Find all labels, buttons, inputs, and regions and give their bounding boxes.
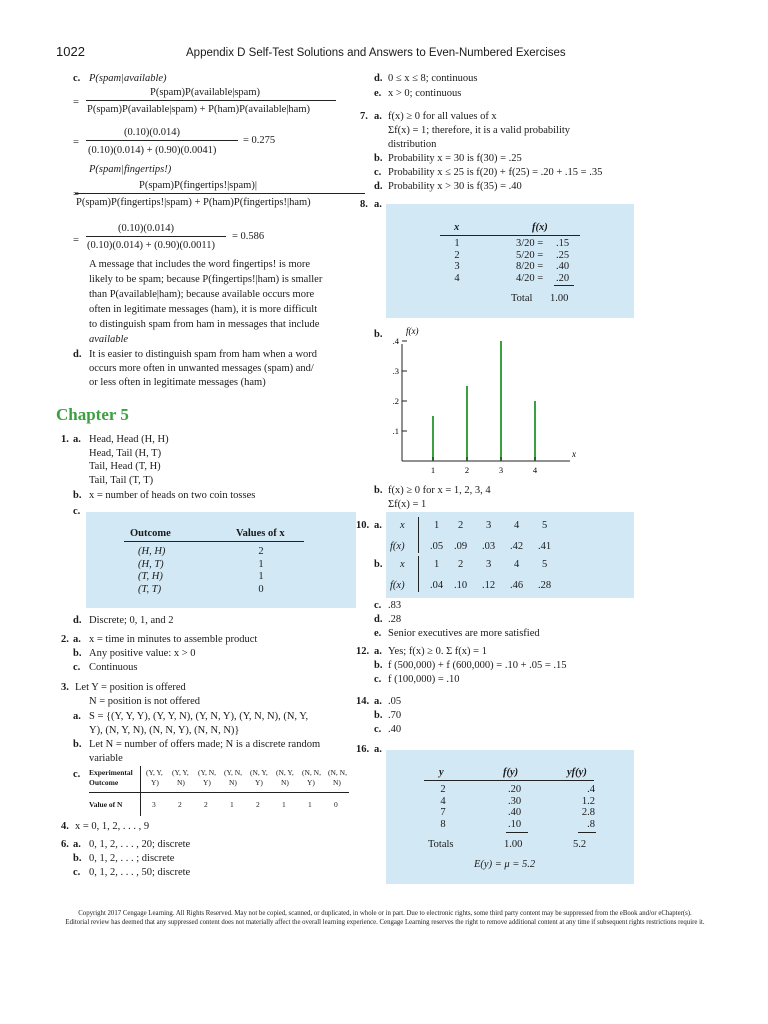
offers-table [89,766,359,816]
table-cell: 1.2 [581,795,595,807]
label-a: a. [374,744,382,755]
answer-text: Let Y = position is offered [75,682,186,693]
chapter-heading: Chapter 5 [56,405,129,424]
answer-text: 0, 1, 2, . . . , 20; discrete [89,839,191,850]
table-cell: (T, T) [138,583,162,595]
answer-text: f (100,000) = .10 [388,674,460,685]
label-a: a. [374,646,382,657]
table-cell: Y) [151,778,159,787]
table-column-fy [508,784,521,830]
table-cell: (Y, N, [198,768,216,777]
label-d: d. [374,73,383,84]
label-c: b. [374,485,383,496]
table-column-outcomes [138,546,165,596]
answer-text: Σf(x) = 1 [388,499,427,510]
text-line: occurs more often in unwanted messages (spam) and/ [89,363,314,374]
fraction-bar [86,236,226,237]
table-cell: 2 [454,249,460,261]
table-cell: .46 [510,580,524,591]
answer-text: x > 0; continuous [388,88,462,99]
table-column-y [436,784,450,830]
question-number: 16. [356,744,370,755]
question-number: 8. [360,199,368,210]
table-rule [424,780,594,781]
answer-text: .28 [388,614,402,625]
fraction-denominator: P(spam)P(available|spam) + P(ham)P(available|ham) [87,104,310,115]
x-tick-label: 3 [498,465,504,475]
table-cell: 1 [308,800,312,809]
table-cell: 7 [440,807,446,818]
table-cell: 2 [178,800,182,809]
label-c: c. [73,506,81,517]
y-axis-label: f(x) [406,326,419,336]
answer-text: x = 0, 1, 2, . . . , 9 [75,821,150,832]
table-row-label: x [400,520,405,531]
question-number: 14. [356,696,370,707]
table-column-ratio [516,238,543,284]
question-number: 3. [61,682,69,693]
text-line: It is easier to distinguish spam from ham when a word [89,349,318,360]
table-header: y [439,767,444,778]
table-rule [418,556,419,592]
answer-text: x = number of heads on two coin tosses [89,490,256,501]
answer-text: 0 ≤ x ≤ 8; continuous [388,73,478,84]
table-cell: 1 [434,559,440,570]
table-cell: .25 [556,249,570,261]
question-number: 7. [360,111,368,122]
table-cell: (N, Y, [276,768,294,777]
table-cell: 2.8 [581,807,595,818]
total-label: Totals [428,839,454,850]
table-cell: N) [177,778,185,787]
x-tick-label: 2 [464,465,470,475]
answer-text: Continuous [89,662,138,673]
label-b: b. [73,853,82,864]
text-line: likely to be spam; because P(fingertips!|ham) is smaller [89,274,323,285]
label-c: c. [374,167,382,178]
fraction-result: = 0.275 [243,135,276,146]
copyright-line: Copyright 2017 Cengage Learning. All Rights Reserved. May not be copied, scanned, or duplicated, in whole or in part. Due to electronic rights, some third party content may be suppressed from the eBook and/or eChapter(s). [78,910,692,917]
table-header: f(x) [532,222,548,233]
table-cell: .05 [430,541,444,552]
label-b: b. [73,648,82,659]
fraction-bar [75,193,365,194]
answer-text: .83 [388,600,402,611]
table-row-label: Value of N [89,800,123,809]
fx-table-box [386,204,634,318]
answer-text: f(x) ≥ 0 for all values of x [388,111,497,122]
table-rule [124,541,304,542]
answer-text: Any positive value: x > 0 [89,648,196,659]
label-e: e. [374,628,382,638]
table-cell: 1 [282,800,286,809]
table-cell: 4 [514,520,520,531]
formula-line: P(spam|fingertips!) [89,164,172,175]
table-cell: 8 [440,818,446,830]
table-column-fx [556,238,569,284]
label-b: b. [374,153,383,164]
total-value: 1.00 [550,293,569,304]
question-number: 6. [61,839,69,850]
table-header: f(y) [503,767,519,778]
table-cell: (Y, N, [224,768,242,777]
table-cell: 8/20 = [516,261,544,272]
label-a: a. [374,199,382,210]
question-number: 12. [356,646,370,657]
answer-text: .70 [388,710,402,721]
question-number: 10. [356,520,370,531]
text-line: A message that includes the word fingertips! is more [89,259,311,270]
table-cell: 5 [542,559,548,570]
label-e: e. [374,88,382,99]
text-line: than P(available|ham); because available occurs more [89,289,315,300]
table-cell: 4/20 = [516,272,544,284]
question-number: 2. [61,634,69,645]
text-line: to distinguish spam from ham in messages that include [89,319,320,330]
answer-text: distribution [388,139,437,150]
label-c: c. [374,600,382,611]
table-cell: N) [281,778,289,787]
table-cell: 2 [458,559,464,570]
table-cell: N) [229,778,237,787]
table-cell: (Y, Y, [146,768,163,777]
table-cell: 5 [542,520,548,531]
formula-line: P(spam|available) [89,73,167,84]
table-cell: 1 [258,571,264,582]
label-b: b. [374,559,383,570]
table-rule [506,832,528,833]
label-c: c. [73,73,81,84]
fraction-denominator: (0.10)(0.014) + (0.90)(0.0011) [87,240,216,251]
table-cell: (H, T) [138,558,164,570]
answer-text: .40 [388,724,402,735]
table-cell: 2 [258,546,264,557]
table-rule [554,285,574,286]
table-cell: .15 [556,238,570,249]
y-tick-label: .2 [392,396,399,406]
table-rule [140,766,141,816]
table-cell: 1 [454,238,460,249]
clipped-line [374,627,624,638]
text-line: often in legitimate messages (ham), it is more difficult [89,304,318,315]
label-a: a. [73,434,81,445]
y-tick-label: .1 [392,426,399,436]
table-row-label: Experimental [89,768,133,777]
answer-text: Discrete; 0, 1, and 2 [89,615,174,626]
fraction-denominator: P(spam)P(fingertips!|spam) + P(ham)P(fingertips!|ham) [76,197,311,208]
table-cell: .30 [508,795,522,807]
expected-value: E(y) = μ = 5.2 [474,859,536,870]
table-cell: .03 [482,541,496,552]
table-cell: .8 [587,818,595,830]
table-row-label: f(x) [390,541,405,552]
label-b: b. [374,660,383,671]
q1-outcomes [89,433,169,487]
table-cell: (T, H) [138,571,163,582]
table-cell: 1 [230,800,234,809]
answer-text: Senior executives are more satisfied [388,628,540,638]
answer-text: Probability x ≤ 25 is f(20) + f(25) = .20 + .15 = .35 [388,167,603,178]
label-d: d. [73,349,82,360]
answer-text: f (500,000) + f (600,000) = .10 + .05 = .15 [388,660,567,671]
table-cell: 3 [152,800,156,809]
table-cell: (Y, Y, [172,768,189,777]
y-tick-label: .4 [392,336,399,346]
table-cell: .41 [538,541,552,552]
total-value: 1.00 [504,839,523,850]
table-cell: .20 [556,272,570,284]
table-header: Values of x [236,528,285,539]
copyright-line: Editorial review has deemed that any suppressed content does not materially affect the overall learning experience. Cengage Learning reserves the right to remove additional content at any time if subsequent rights restrictions require it. [65,919,705,926]
x-axis-label: x [572,449,576,459]
fraction-bar [86,140,238,141]
equals-sign: = [73,97,79,108]
fraction-numerator: (0.10)(0.014) [118,223,174,234]
fraction-numerator: (0.10)(0.014) [124,127,180,138]
table-cell: 2 [256,800,260,809]
equals-sign: = [73,235,79,246]
table-cell: 0 [334,800,338,809]
answer-text: Y), (N, Y, N), (N, N, Y), (N, N, N)} [89,725,240,736]
page-number: 1022 [56,44,85,59]
fraction-denominator: (0.10)(0.014) + (0.90)(0.0041) [88,145,217,156]
table-header: x [454,222,460,233]
table-cell: 0 [258,583,264,595]
fraction-bar [86,100,336,101]
table-cell: Y) [255,778,263,787]
table-cell: .09 [454,541,468,552]
table-row-label: f(x) [390,580,405,591]
table-row-label: x [400,559,405,570]
table-cell: 5/20 = [516,249,544,261]
table-cell: 1 [434,520,440,531]
y-tick-label: .3 [392,366,399,376]
label-a: a. [374,111,382,122]
x-tick-label: 1 [430,465,436,475]
answer-text: 0, 1, 2, . . . , 50; discrete [89,867,191,878]
q10-tables [388,512,588,602]
text-line: Tail, Head (T, H) [89,461,161,472]
table-cell: .12 [482,580,496,591]
x-tick-label: 4 [532,465,538,475]
label-a: a. [73,634,81,645]
table-column-yfy [571,784,595,830]
table-cell: (H, H) [138,546,166,557]
table-cell: 4 [440,795,446,807]
table-column-values [254,546,268,596]
text-line: Head, Tail (H, T) [89,447,162,459]
label-c: c. [73,662,81,673]
table-cell: 2 [204,800,208,809]
answer-text: N = position is not offered [89,696,201,707]
table-cell: 3 [486,520,492,531]
table-cell: (N, N, [328,768,347,777]
table-cell: 1 [258,558,264,570]
equals-sign: = [73,137,79,148]
running-head: Appendix D Self-Test Solutions and Answers to Even-Numbered Exercises [186,47,566,59]
table-rule [418,517,419,553]
table-cell: N) [333,778,341,787]
table-cell: 2 [440,784,446,795]
chart-marks [393,326,576,475]
text-line: or less often in legitimate messages (ham) [89,377,266,388]
table-cell: 3 [486,559,492,570]
label-c: c. [73,769,81,780]
label-a: a. [73,839,81,850]
total-label: Total [511,293,533,304]
table-rule [578,832,596,833]
label-b: b. [374,329,383,340]
table-cell: .04 [430,580,444,591]
label-c: c. [73,867,81,878]
label-d: d. [374,181,383,192]
answer-text: Yes; f(x) ≥ 0. Σ f(x) = 1 [388,646,487,657]
table-cell: 2 [458,520,464,531]
text-line: available [89,334,129,345]
probability-bar-chart [380,322,585,480]
table-cell: .40 [508,807,522,818]
table-cell: .20 [508,784,522,795]
answer-text: variable [89,753,123,764]
table-cell: .40 [556,261,570,272]
label-a: a. [73,711,81,722]
question-number: 4. [61,821,69,832]
table-row-label: Outcome [89,778,119,787]
answer-text: Let N = number of offers made; N is a discrete random [89,739,321,750]
answer-text: Probability x = 30 is f(30) = .25 [388,153,522,164]
table-cell: 4 [454,272,460,284]
answer-text: .05 [388,696,402,707]
table-cell: Y) [307,778,315,787]
label-d: d. [73,615,82,626]
label-c: c. [374,674,382,685]
label-a: a. [374,696,382,707]
table-cell: .10 [454,580,468,591]
label-b: b. [73,490,82,501]
table-rule [440,235,580,236]
answer-text: x = time in minutes to assemble product [89,634,258,645]
label-d: d. [374,614,383,625]
outcome-table-box [86,512,356,608]
table-cell: .42 [510,541,524,552]
fraction-result: = 0.586 [232,231,265,242]
table-cell: 4 [514,559,520,570]
table-cell: .4 [587,784,595,795]
table-cell: (N, Y, [250,768,268,777]
table-cell: (N, N, [302,768,321,777]
label-b: b. [374,710,383,721]
fraction-numerator: P(spam)P(fingertips!|spam)| [139,180,257,191]
answer-text: f(x) ≥ 0 for x = 1, 2, 3, 4 [388,485,491,496]
label-b: b. [73,739,82,750]
answer-text: S = {(Y, Y, Y), (Y, Y, N), (Y, N, Y), (Y, N, N), (N, Y, [89,711,309,722]
table-header: yf(y) [567,767,587,778]
answer-text: 0, 1, 2, . . . ; discrete [89,853,175,864]
table-cell: 3/20 = [516,238,544,249]
label-a: a. [374,520,382,531]
table-column-x [450,238,464,284]
table-cell: Y) [203,778,211,787]
question-number: 1. [61,434,69,445]
total-value: 5.2 [573,839,587,850]
equals-sign: = [73,189,79,200]
table-cell: 3 [454,261,460,272]
explanation-paragraph [89,257,364,347]
table-cell: .10 [508,818,522,830]
text-line: Tail, Tail (T, T) [89,474,154,486]
answer-text: Probability x > 30 is f(35) = .40 [388,181,522,192]
answer-text: Σf(x) = 1; therefore, it is a valid probability [388,125,571,136]
text-line: Head, Head (H, H) [89,434,169,445]
table-rule [89,792,349,793]
answer-d [89,348,364,390]
table-cell: .28 [538,580,552,591]
fraction-numerator: P(spam)P(available|spam) [150,87,260,98]
table-header: Outcome [130,528,171,539]
label-c: c. [374,724,382,735]
